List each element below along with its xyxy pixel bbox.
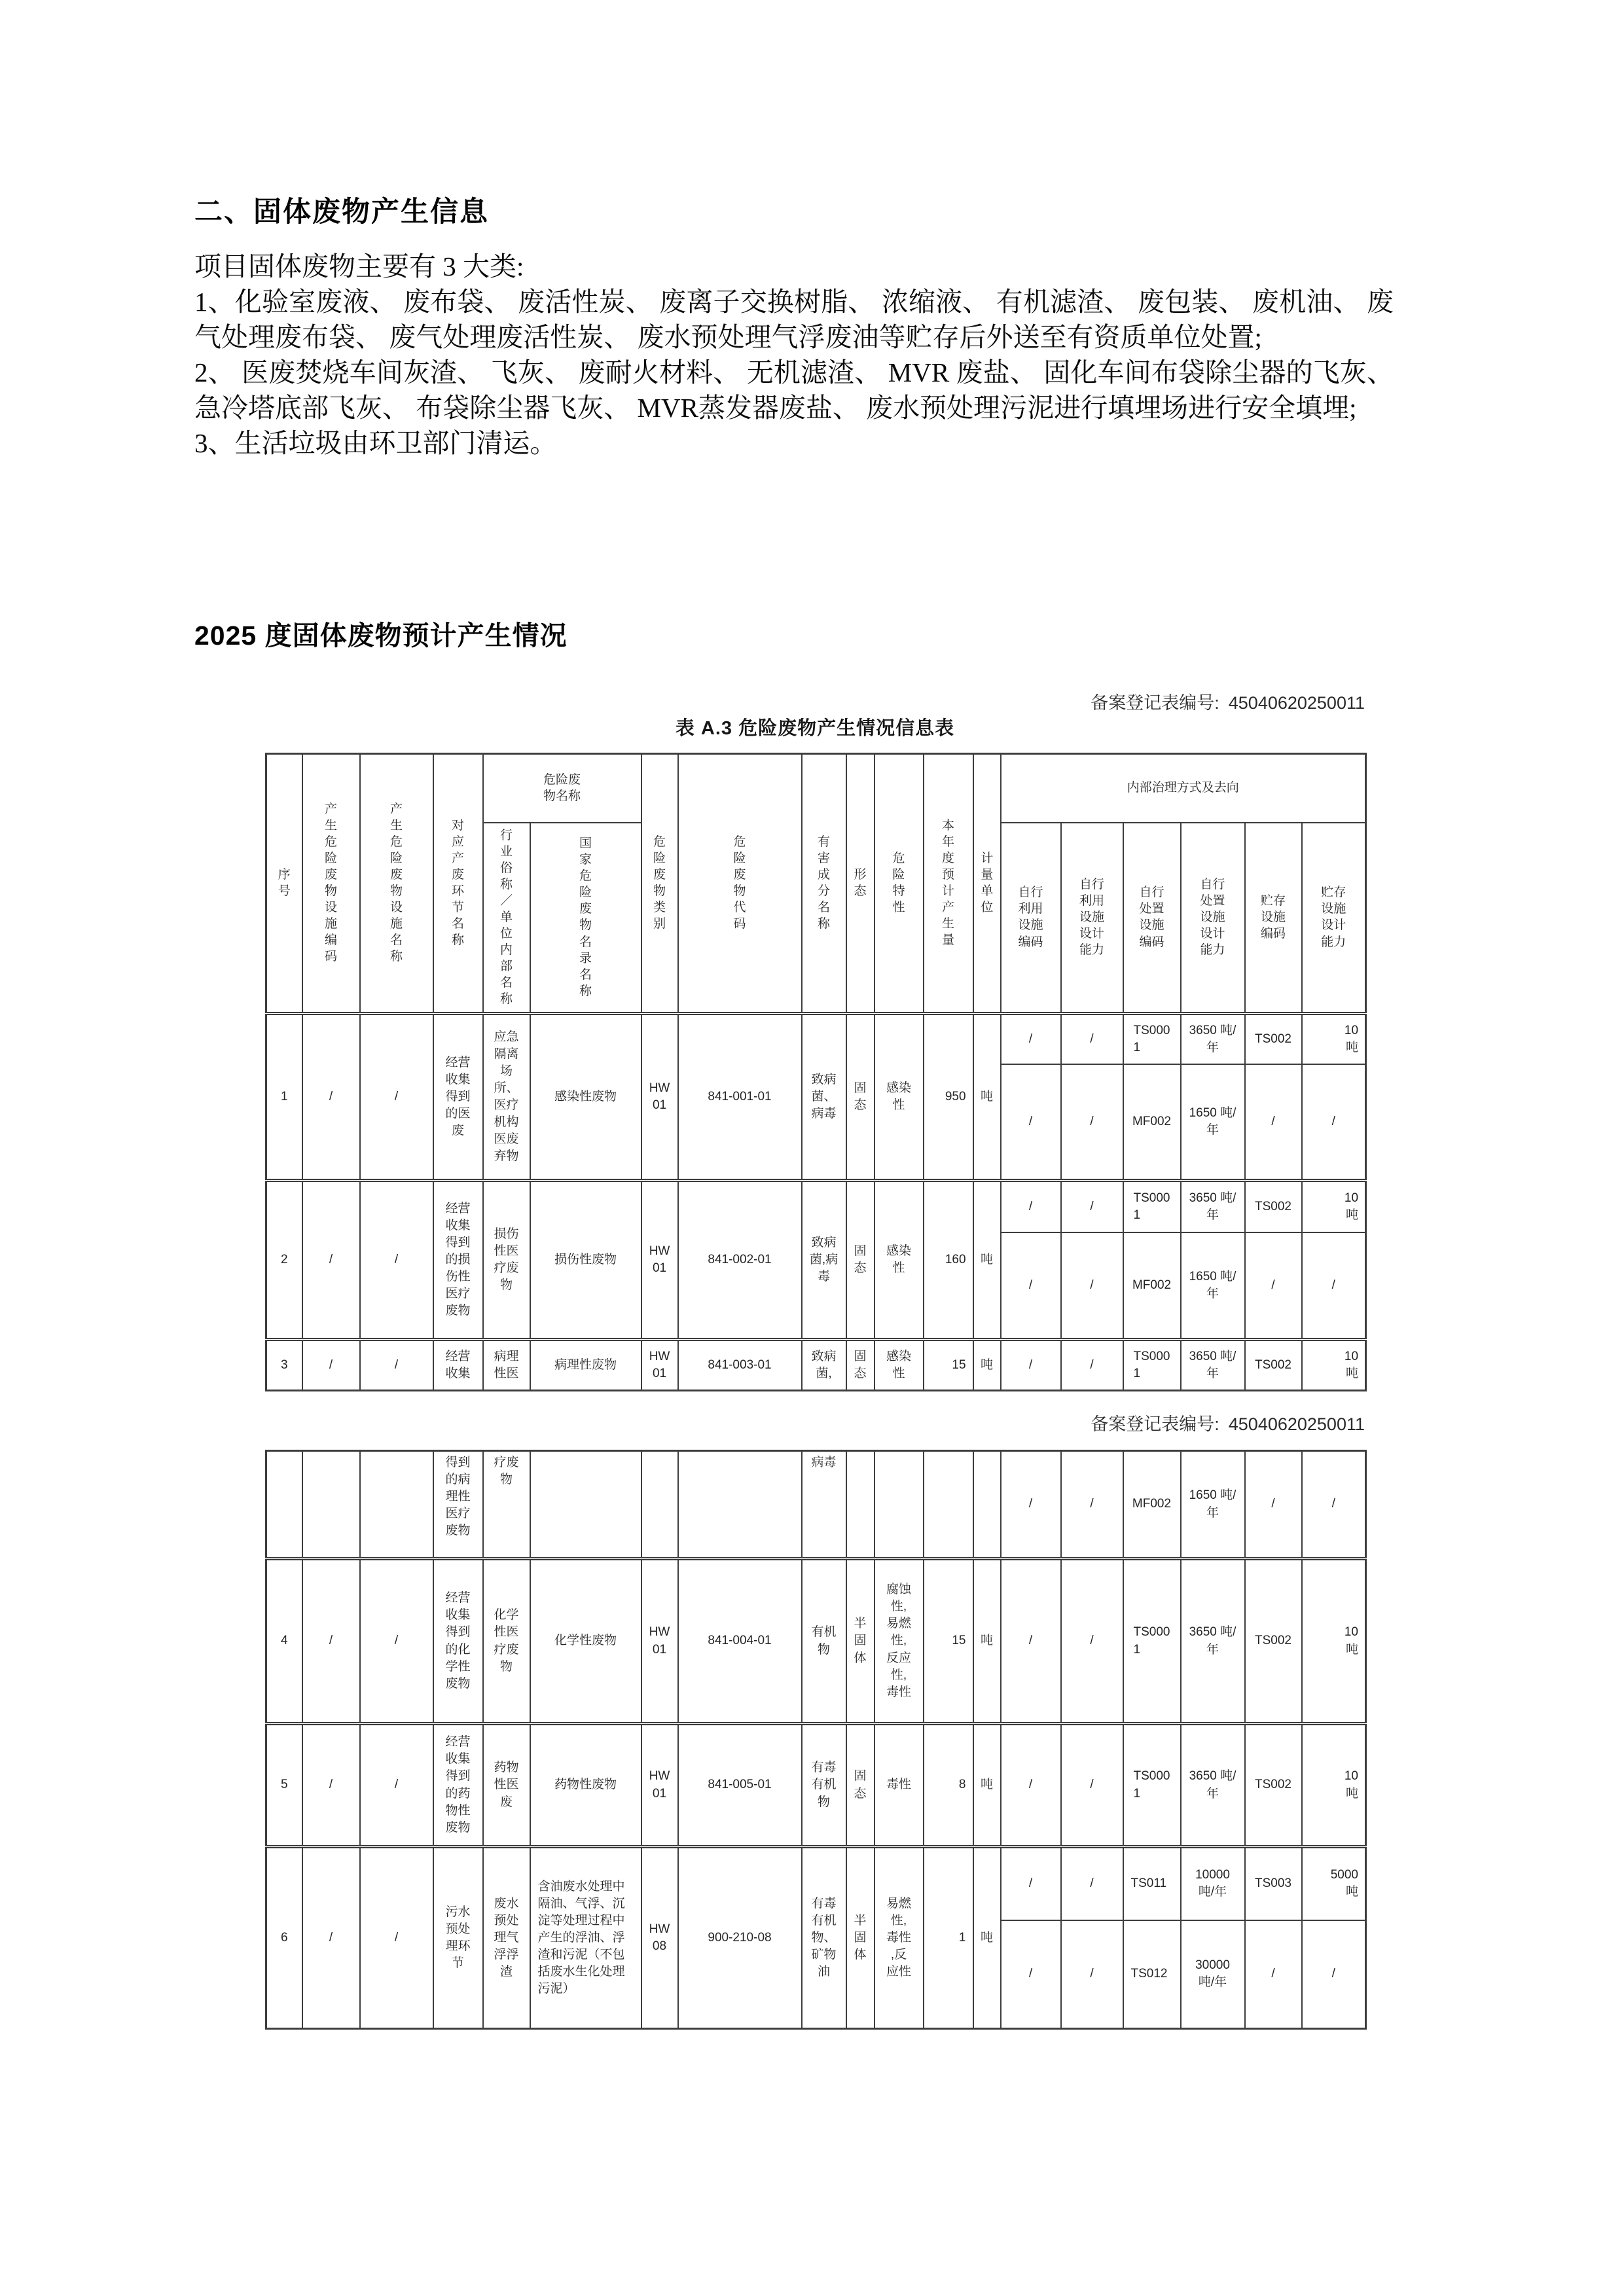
table-cell: 900-210-08 bbox=[678, 1847, 802, 2029]
table-cell: 4 bbox=[266, 1559, 302, 1724]
header-cell-label: 危险废物类别 bbox=[653, 834, 666, 931]
registry-number: 45040620250011 bbox=[1228, 693, 1365, 713]
table-cell: 有毒有机物、矿物油 bbox=[802, 1847, 846, 2029]
table-cell: 感染性 bbox=[875, 1014, 924, 1181]
table-cell: / bbox=[1001, 1181, 1061, 1232]
table-cell: TS003 bbox=[1245, 1847, 1302, 1920]
table-cell: 感染性 bbox=[875, 1340, 924, 1391]
table-cell: TS002 bbox=[1245, 1724, 1302, 1847]
table-cell: 吨 bbox=[973, 1014, 1001, 1181]
table-cell: 10 吨 bbox=[1302, 1559, 1366, 1724]
table-cell: / bbox=[1245, 1920, 1302, 2029]
table-cell: HW01 bbox=[641, 1014, 678, 1181]
table-cell: 1650 吨/年 bbox=[1181, 1232, 1245, 1340]
table-cell: TS0001 bbox=[1123, 1181, 1181, 1232]
table-cell: TS002 bbox=[1245, 1340, 1302, 1391]
table-cell: HW01 bbox=[641, 1181, 678, 1340]
table-cell: / bbox=[360, 1724, 433, 1847]
table-cell: 损伤性医疗废物 bbox=[483, 1181, 530, 1340]
header-cell-label: 危险废物代码 bbox=[733, 834, 746, 931]
header-cell-label: 产生危险废物设施编码 bbox=[324, 802, 337, 964]
table-cell: 致病菌, bbox=[802, 1340, 846, 1391]
table-cell: 841-002-01 bbox=[678, 1181, 802, 1340]
subsection-heading: 2025 度固体废物预计产生情况 bbox=[194, 620, 568, 651]
table-cell: MF002 bbox=[1123, 1451, 1181, 1559]
table-cell: 药物性医废 bbox=[483, 1724, 530, 1847]
table-cell: 3650 吨/年 bbox=[1181, 1340, 1245, 1391]
table-cell: 10000 吨/年 bbox=[1181, 1847, 1245, 1920]
header-cell-label: 形态 bbox=[854, 868, 867, 899]
table-cell: 药物性废物 bbox=[530, 1724, 641, 1847]
table-cell: 吨 bbox=[973, 1181, 1001, 1340]
table-cell: / bbox=[1001, 1559, 1061, 1724]
table-cell: 10 吨 bbox=[1302, 1340, 1366, 1391]
table-cell: / bbox=[360, 1847, 433, 2029]
table-cell: 841-003-01 bbox=[678, 1340, 802, 1391]
table-cell: / bbox=[360, 1181, 433, 1340]
table-cell: 吨 bbox=[973, 1559, 1001, 1724]
header-cell-label: 序号 bbox=[278, 868, 291, 899]
table-cell: 吨 bbox=[973, 1724, 1001, 1847]
table-cell bbox=[266, 1451, 302, 1559]
table-cell: / bbox=[302, 1340, 360, 1391]
table-cell: / bbox=[1061, 1559, 1123, 1724]
table-cell: 1 bbox=[924, 1847, 973, 2029]
table-cell: / bbox=[302, 1014, 360, 1181]
header-cell bbox=[1181, 823, 1245, 1014]
table-cell: TS002 bbox=[1245, 1014, 1302, 1064]
table-cell: 有毒有机物 bbox=[802, 1724, 846, 1847]
table-cell: TS0001 bbox=[1123, 1014, 1181, 1064]
table-cell: / bbox=[1001, 1014, 1061, 1064]
table-cell bbox=[875, 1451, 924, 1559]
table-cell: TS002 bbox=[1245, 1181, 1302, 1232]
table-cell: 10 吨 bbox=[1302, 1181, 1366, 1232]
table-cell: 3650 吨/年 bbox=[1181, 1014, 1245, 1064]
registry-label: 备案登记表编号: bbox=[1091, 1414, 1219, 1434]
header-cell-label: 贮存设施设计能力 bbox=[1321, 886, 1346, 949]
table-cell: / bbox=[1061, 1014, 1123, 1064]
table-cell: / bbox=[302, 1559, 360, 1724]
table-cell: / bbox=[1302, 1920, 1366, 2029]
header-cell bbox=[266, 754, 302, 1014]
table-cell: 3650 吨/年 bbox=[1181, 1724, 1245, 1847]
table-cell: 病理性废物 bbox=[530, 1340, 641, 1391]
table-cell: 经营收集得到的化学性废物 bbox=[433, 1559, 483, 1724]
table-cell bbox=[973, 1451, 1001, 1559]
header-cell bbox=[846, 754, 875, 1014]
table-cell: / bbox=[302, 1847, 360, 2029]
table-cell: / bbox=[360, 1014, 433, 1181]
table-cell: 化学性医疗废物 bbox=[483, 1559, 530, 1724]
header-cell bbox=[802, 754, 846, 1014]
list-item-1: 1、化验室废液、 废布袋、 废活性炭、 废离子交换树脂、 浓缩液、 有机滤渣、 废包装、 废机油、 废气处理废布袋、 废气处理废活性炭、 废水预处理气浮废油等贮存后外送至有资质单位处置; bbox=[194, 287, 1394, 352]
table-cell: 15 bbox=[924, 1340, 973, 1391]
table-cell: 160 bbox=[924, 1181, 973, 1340]
table-cell: / bbox=[1001, 1340, 1061, 1391]
table-cell bbox=[678, 1451, 802, 1559]
header-cell-label: 本年度预计产生量 bbox=[942, 818, 955, 948]
table-cell: 10 吨 bbox=[1302, 1724, 1366, 1847]
table-cell: / bbox=[1245, 1232, 1302, 1340]
table-cell: / bbox=[360, 1559, 433, 1724]
intro-paragraph: 项目固体废物主要有 3 大类: bbox=[194, 251, 524, 281]
list-item-3: 3、生活垃圾由环卫部门清运。 bbox=[194, 428, 557, 458]
table-cell: / bbox=[1061, 1340, 1123, 1391]
table-cell: / bbox=[1245, 1064, 1302, 1181]
table-cell: 3650 吨/年 bbox=[1181, 1181, 1245, 1232]
table-cell: / bbox=[360, 1340, 433, 1391]
table-cell: / bbox=[1001, 1920, 1061, 2029]
table-cell: 有机物 bbox=[802, 1559, 846, 1724]
table-cell: 毒性 bbox=[875, 1724, 924, 1847]
header-cell bbox=[1245, 823, 1302, 1014]
registry-label: 备案登记表编号: bbox=[1091, 693, 1219, 713]
header-cell bbox=[641, 754, 678, 1014]
header-cell bbox=[302, 754, 360, 1014]
table-cell: 易燃性,毒性,反应性 bbox=[875, 1847, 924, 2029]
registry-number-line-2 bbox=[265, 1410, 1365, 1435]
header-cell bbox=[360, 754, 433, 1014]
table-cell: TS002 bbox=[1245, 1559, 1302, 1724]
table-cell: / bbox=[1302, 1232, 1366, 1340]
table-cell: TS012 bbox=[1123, 1920, 1181, 2029]
table-cell: 应急隔离场所、医疗机构医废弃物 bbox=[483, 1014, 530, 1181]
table-cell: TS0001 bbox=[1123, 1559, 1181, 1724]
table-cell: 3 bbox=[266, 1340, 302, 1391]
table-cell: / bbox=[1061, 1847, 1123, 1920]
header-cell-label: 行业俗称／单位内部名称 bbox=[499, 828, 513, 1007]
table-cell: 吨 bbox=[973, 1847, 1001, 2029]
table-cell: / bbox=[302, 1181, 360, 1340]
list-item-2: 2、 医废焚烧车间灰渣、 飞灰、 废耐火材料、 无机滤渣、 MVR 废盐、 固化车间布袋除尘器的飞灰、 急冷塔底部飞灰、 布袋除尘器飞灰、 MVR蒸发器废盐、 废水预处理污泥进行填埋场进行安全填埋; bbox=[194, 357, 1394, 423]
table-cell: HW01 bbox=[641, 1340, 678, 1391]
header-cell: 内部治理方式及去向 bbox=[1001, 754, 1366, 823]
table-cell: 致病菌,病毒 bbox=[802, 1181, 846, 1340]
table-cell: 15 bbox=[924, 1559, 973, 1724]
header-cell-label: 自行利用设施编码 bbox=[1018, 886, 1043, 949]
header-cell bbox=[1302, 823, 1366, 1014]
table-cell: 废水预处理气浮浮渣 bbox=[483, 1847, 530, 2029]
registry-number: 45040620250011 bbox=[1228, 1414, 1365, 1434]
table-cell: 3650 吨/年 bbox=[1181, 1559, 1245, 1724]
table-cell bbox=[302, 1451, 360, 1559]
table-cell bbox=[846, 1451, 875, 1559]
table-cell: 腐蚀性,易燃性,反应性,毒性 bbox=[875, 1559, 924, 1724]
table-cell: TS0001 bbox=[1123, 1340, 1181, 1391]
header-cell bbox=[530, 823, 641, 1014]
table-cell: 经营收集得到的药物性废物 bbox=[433, 1724, 483, 1847]
table-cell: MF002 bbox=[1123, 1232, 1181, 1340]
header-cell-label: 对应产废环节名称 bbox=[451, 818, 464, 948]
table-cell: / bbox=[1001, 1451, 1061, 1559]
table-cell: 半固体 bbox=[846, 1847, 875, 2029]
header-cell bbox=[973, 754, 1001, 1014]
table-cell: 经营收集得到的损伤性医疗废物 bbox=[433, 1181, 483, 1340]
table-cell: 疗废物 bbox=[483, 1451, 530, 1559]
table-cell: 感染性废物 bbox=[530, 1014, 641, 1181]
table-cell: / bbox=[1302, 1451, 1366, 1559]
table-cell: 30000 吨/年 bbox=[1181, 1920, 1245, 2029]
table-cell: 损伤性废物 bbox=[530, 1181, 641, 1340]
table-cell: 固态 bbox=[846, 1724, 875, 1847]
table-cell: 10 吨 bbox=[1302, 1014, 1366, 1064]
table-cell: / bbox=[1061, 1920, 1123, 2029]
header-cell bbox=[483, 823, 530, 1014]
table-cell: 污水预处理环节 bbox=[433, 1847, 483, 2029]
header-cell-label: 有害成分名称 bbox=[818, 834, 831, 931]
table-cell bbox=[360, 1451, 433, 1559]
table-cell: 5000 吨 bbox=[1302, 1847, 1366, 1920]
header-cell bbox=[1001, 823, 1061, 1014]
table-cell: 1650 吨/年 bbox=[1181, 1451, 1245, 1559]
header-cell bbox=[433, 754, 483, 1014]
hazardous-waste-table-page1 bbox=[265, 753, 1367, 1391]
table-cell: / bbox=[1061, 1232, 1123, 1340]
table-cell: 致病菌、病毒 bbox=[802, 1014, 846, 1181]
body-text bbox=[194, 249, 1394, 461]
header-cell-label: 自行利用设施设计能力 bbox=[1079, 877, 1105, 958]
table-cell: 841-001-01 bbox=[678, 1014, 802, 1181]
header-cell bbox=[875, 754, 924, 1014]
table-cell: 841-004-01 bbox=[678, 1559, 802, 1724]
header-cell-label: 自行处置设施设计能力 bbox=[1200, 877, 1225, 958]
header-cell bbox=[1061, 823, 1123, 1014]
table-cell: HW08 bbox=[641, 1847, 678, 2029]
table-cell: 5 bbox=[266, 1724, 302, 1847]
table-cell bbox=[924, 1451, 973, 1559]
table-cell: HW01 bbox=[641, 1559, 678, 1724]
table-cell: 950 bbox=[924, 1014, 973, 1181]
table-cell: / bbox=[302, 1724, 360, 1847]
table-cell: / bbox=[1302, 1064, 1366, 1181]
table-cell: 6 bbox=[266, 1847, 302, 2029]
table-cell: 固态 bbox=[846, 1014, 875, 1181]
header-cell bbox=[483, 754, 641, 823]
table-cell: / bbox=[1001, 1232, 1061, 1340]
table-cell: / bbox=[1001, 1847, 1061, 1920]
section-heading: 二、固体废物产生信息 bbox=[194, 196, 489, 228]
header-cell-label: 危险特性 bbox=[892, 852, 905, 915]
table-cell: 1 bbox=[266, 1014, 302, 1181]
table-cell: 8 bbox=[924, 1724, 973, 1847]
header-cell-label: 国家危险废物名录名称 bbox=[579, 836, 592, 998]
table-cell: MF002 bbox=[1123, 1064, 1181, 1181]
table-cell: TS0001 bbox=[1123, 1724, 1181, 1847]
table-cell: HW01 bbox=[641, 1724, 678, 1847]
table-cell: / bbox=[1001, 1064, 1061, 1181]
header-cell-label: 危险废物名称 bbox=[543, 772, 581, 803]
header-cell-label: 自行处置设施编码 bbox=[1139, 886, 1164, 949]
table-cell: / bbox=[1061, 1064, 1123, 1181]
table-cell: 化学性废物 bbox=[530, 1559, 641, 1724]
table-cell: 吨 bbox=[973, 1340, 1001, 1391]
header-cell-label: 贮存设施编码 bbox=[1261, 893, 1286, 941]
table-cell: 1650 吨/年 bbox=[1181, 1064, 1245, 1181]
table-cell: / bbox=[1001, 1724, 1061, 1847]
header-cell bbox=[1123, 823, 1181, 1014]
table-cell: 固态 bbox=[846, 1181, 875, 1340]
registry-number-line-1 bbox=[265, 689, 1365, 714]
table-cell: 841-005-01 bbox=[678, 1724, 802, 1847]
table-cell: 2 bbox=[266, 1181, 302, 1340]
table-title: 表 A.3 危险废物产生情况信息表 bbox=[675, 718, 955, 739]
header-cell bbox=[678, 754, 802, 1014]
table-cell: 得到的病理性医疗废物 bbox=[433, 1451, 483, 1559]
table-cell: TS011 bbox=[1123, 1847, 1181, 1920]
table-cell: / bbox=[1061, 1724, 1123, 1847]
table-cell: 感染性 bbox=[875, 1181, 924, 1340]
table-cell: 固态 bbox=[846, 1340, 875, 1391]
table-cell: / bbox=[1245, 1451, 1302, 1559]
header-cell bbox=[924, 754, 973, 1014]
hazardous-waste-table-page2 bbox=[265, 1450, 1367, 2030]
table-cell: 经营收集得到的医废 bbox=[433, 1014, 483, 1181]
table-cell: 经营收集 bbox=[433, 1340, 483, 1391]
hazardous-waste-table-page1-wrap bbox=[265, 753, 1367, 1391]
table-cell: 病毒 bbox=[802, 1451, 846, 1559]
table-cell bbox=[530, 1451, 641, 1559]
table-cell: 半固体 bbox=[846, 1559, 875, 1724]
hazardous-waste-table-page2-wrap bbox=[265, 1450, 1367, 2030]
header-cell-label: 产生危险废物设施名称 bbox=[389, 802, 403, 964]
header-cell-label: 计量单位 bbox=[981, 852, 994, 915]
table-cell: 病理性医 bbox=[483, 1340, 530, 1391]
table-cell bbox=[641, 1451, 678, 1559]
table-cell: / bbox=[1061, 1181, 1123, 1232]
table-cell: 含油废水处理中隔油、气浮、沉淀等处理过程中产生的浮油、浮渣和污泥（不包括废水生化处理 污泥） bbox=[530, 1847, 641, 2029]
table-cell: / bbox=[1061, 1451, 1123, 1559]
